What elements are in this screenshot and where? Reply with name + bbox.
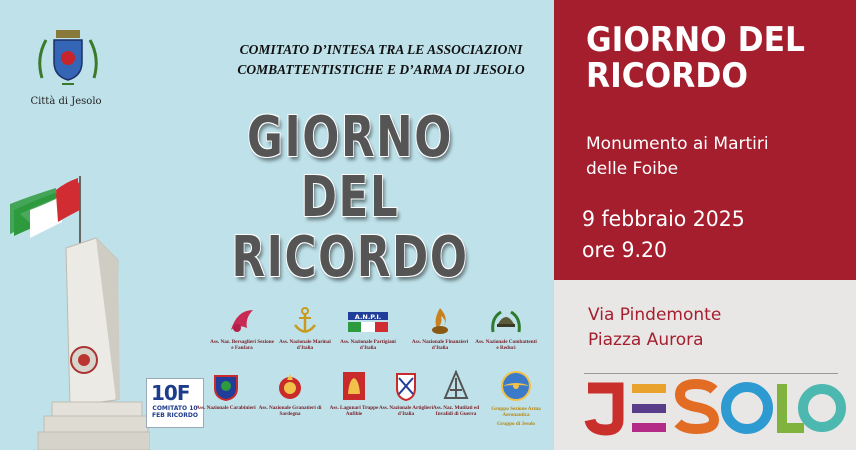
poster-title-line-2: DEL RICORDO <box>231 165 469 290</box>
event-place-line-1: Monumento ai Martiri <box>586 134 769 154</box>
association-logo: Ass. Lagunari Truppe Anfibie <box>322 370 386 417</box>
association-logo: Ass. Nazionale Marinai d'Italia <box>273 306 337 351</box>
association-logo: Ass. Nazionale Artiglieri d'Italia <box>374 370 438 417</box>
association-logo: Ass. Nazionale Granatieri di Sardegna <box>258 372 322 417</box>
carabinieri-shield-icon <box>211 372 241 402</box>
svg-text:A.N.P.I.: A.N.P.I. <box>354 313 382 321</box>
address-panel <box>554 280 856 450</box>
committee-heading <box>216 40 546 80</box>
association-logo: Ass. Nazionale Carabinieri <box>194 372 258 411</box>
committee-line-2: COMBATTENTISTICHE E D’ARMA DI JESOLO <box>237 62 525 77</box>
helmet-wreath-icon <box>489 306 523 336</box>
address-line-2: Piazza Aurora <box>588 330 704 350</box>
association-logo: Gruppo Sezione Arma Aeronautica Gruppo di Jesolo <box>484 366 548 427</box>
event-title-line-1: GIORNO DEL <box>586 20 805 60</box>
anpi-badge-icon <box>346 306 390 336</box>
address-line-1: Via Pindemonte <box>588 305 722 325</box>
monument-with-flag-icon <box>0 170 150 450</box>
artillery-crest-icon <box>391 370 421 402</box>
association-logo: A.N.P.I. Ass. Nazionale Partigiani d'Italia <box>336 306 400 351</box>
event-info-panel <box>554 0 856 280</box>
svg-text:JESOLO: JESOLO <box>582 378 586 379</box>
committee-line-1: COMITATO D’INTESA TRA LE ASSOCIAZIONI <box>239 42 523 57</box>
bersaglieri-plume-icon <box>227 306 257 336</box>
event-place-line-2: delle Foibe <box>586 159 679 179</box>
lagunari-lion-icon <box>339 370 369 402</box>
city-crest-icon <box>32 28 104 90</box>
poster-title <box>194 105 506 290</box>
crest-caption: Città di Jesolo <box>30 96 102 107</box>
event-datetime <box>582 204 839 266</box>
event-place <box>586 132 846 182</box>
divider <box>584 373 838 374</box>
association-logo: Ass. Nazionale Finanzieri d'Italia <box>408 306 472 351</box>
association-logo: Ass. Nazionale Combattenti e Reduci <box>474 306 538 351</box>
comitato-10-febbraio-badge: 10F COMITATO 10 FEB RICORDO <box>146 378 204 428</box>
jesolo-logo <box>582 378 846 438</box>
association-logos <box>140 300 552 450</box>
event-date: 9 febbraio 2025 <box>582 207 745 232</box>
event-time: ore 9.20 <box>582 238 667 263</box>
association-logo: Ass. Naz. Bersaglieri Sezione e Fanfara <box>210 306 274 351</box>
association-logo: Ass. Naz. Mutilati ed Invalidi di Guerra <box>424 370 488 417</box>
aeronautica-wings-icon <box>499 366 533 406</box>
flame-icon <box>425 306 455 336</box>
grenade-emblem-icon <box>275 372 305 402</box>
event-title-line-2: RICORDO <box>586 56 748 96</box>
event-title <box>586 22 825 94</box>
anchor-icon <box>290 306 320 336</box>
mutilati-emblem-icon <box>441 370 471 402</box>
event-address <box>588 303 848 353</box>
poster-title-line-1: GIORNO <box>247 105 453 170</box>
